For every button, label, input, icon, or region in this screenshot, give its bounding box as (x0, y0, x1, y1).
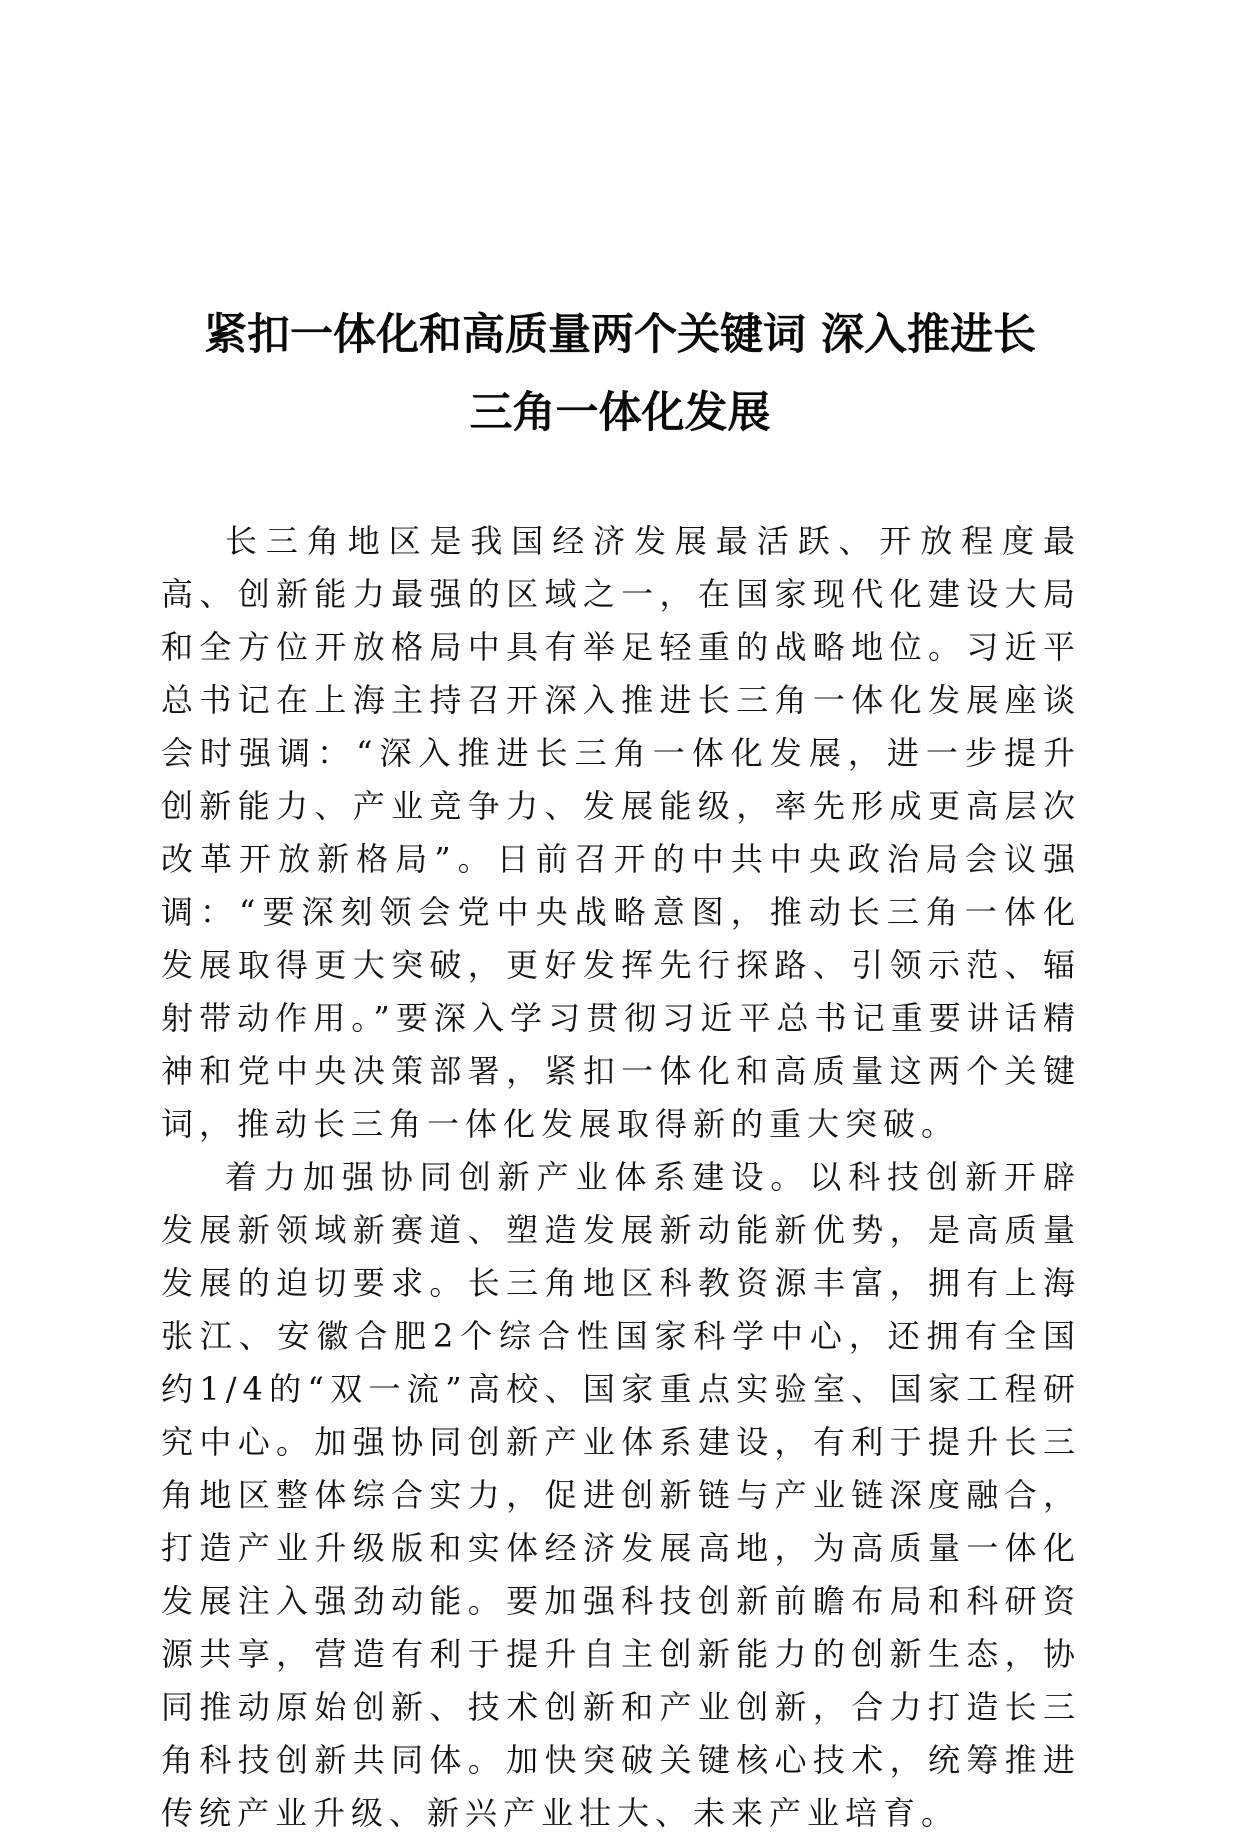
paragraph-intro: 长三角地区是我国经济发展最活跃、开放程度最高、创新能力最强的区域之一，在国家现代化建设大局和全方位开放格局中具有举足轻重的战略地位。习近平总书记在上海主持召开深入推进长三角一体化发展座谈会时强调：“深入推进长三角一体化发展，进一步提升创新能力、产业竞争力、发展能级，率先形成更高层次改革开放新格局”。日前召开的中共中央政治局会议强调：“要深刻领会党中央战略意图，推动长三角一体化发展取得更大突破，更好发挥先行探路、引领示范、辐射带动作用。”要深入学习贯彻习近平总书记重要讲话精神和党中央决策部署，紧扣一体化和高质量这两个关键词，推动长三角一体化发展取得新的重大突破。 (161, 522, 1081, 1143)
document-body (161, 515, 1081, 1840)
title-line-2: 三角一体化发展 (469, 388, 771, 438)
document-title (150, 296, 1090, 452)
paragraph-innovation: 着力加强协同创新产业体系建设。以科技创新开辟发展新领域新赛道、塑造发展新动能新优势，是高质量发展的迫切要求。长三角地区科教资源丰富，拥有上海张江、安徽合肥2个综合性国家科学中心，还拥有全国约1/4的“双一流”高校、国家重点实验室、国家工程研究中心。加强协同创新产业体系建设，有利于提升长三角地区整体综合实力，促进创新链与产业链深度融合，打造产业升级版和实体经济发展高地，为高质量一体化发展注入强劲动能。要加强科技创新前瞻布局和科研资源共享，营造有利于提升自主创新能力的创新生态，协同推动原始创新、技术创新和产业创新，合力打造长三角科技创新共同体。加快突破关键核心技术，统筹推进传统产业升级、新兴产业壮大、未来产业培育。 (161, 1158, 1081, 1832)
title-line-1: 紧扣一体化和高质量两个关键词 深入推进长 (204, 310, 1036, 360)
